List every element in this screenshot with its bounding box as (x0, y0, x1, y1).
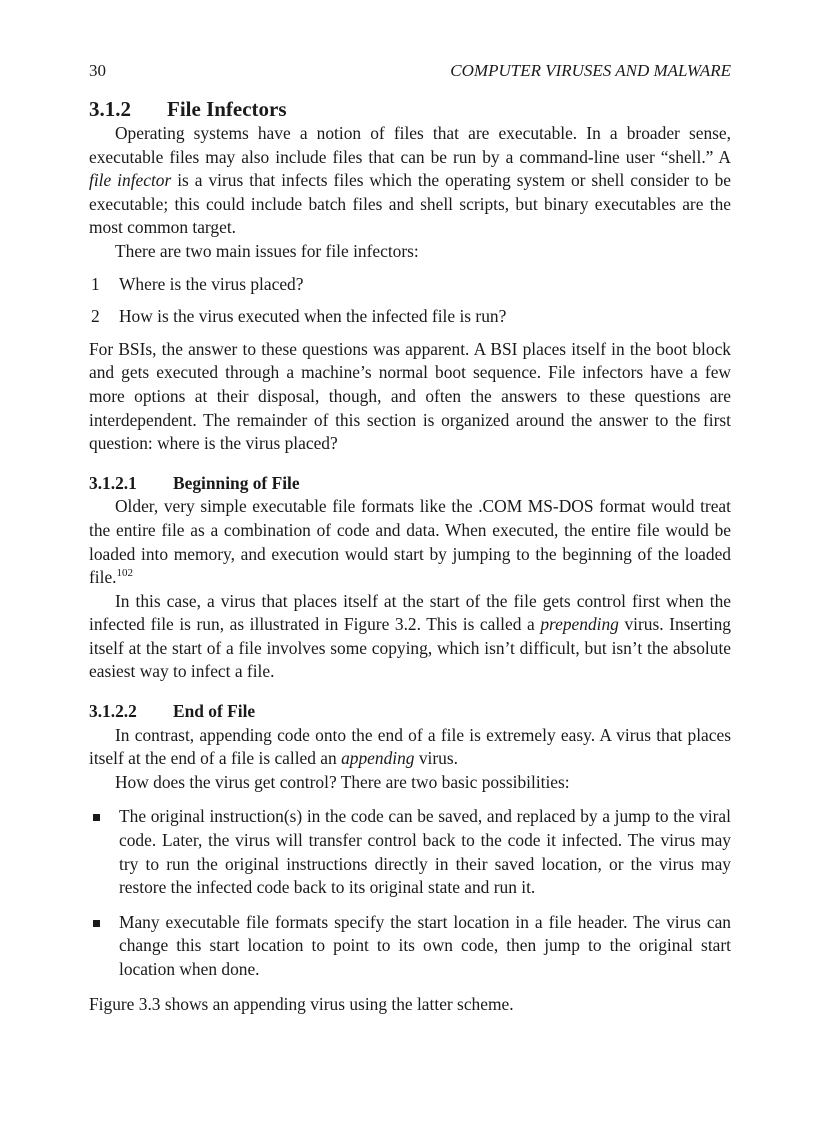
bullet-icon (89, 911, 119, 982)
list-item (89, 273, 731, 297)
possibilities-list (89, 805, 731, 981)
list-item-text: Many executable file formats specify the start location in a file header. The virus can change this start location to point to its own code, then jump to the original start location when done. (119, 911, 731, 979)
subsection-number: 3.1.2.1 (89, 472, 137, 493)
defined-term: prepending (540, 614, 619, 635)
footnote-ref: 102 (116, 567, 134, 580)
running-title: COMPUTER VIRUSES AND MALWARE (450, 61, 731, 80)
subsection2-paragraph-2: How does the virus get control? There are two basic possibilities: (115, 771, 570, 792)
text-run: Operating systems have a notion of files that are executable. In a broader sense, executable files may also include files that can be run by a command-line user “shell.” A (89, 123, 731, 167)
list-item (89, 805, 731, 899)
subsection1-paragraph-2 (89, 590, 731, 684)
subsection2-paragraph-1 (89, 724, 731, 771)
bullet-icon (89, 805, 119, 899)
defined-term: file infector (89, 170, 172, 191)
page (89, 60, 731, 1016)
closing-paragraph: Figure 3.3 shows an appending virus using the latter scheme. (89, 993, 514, 1014)
text-run: virus. Inserting itself at the start of a file involves some copying, which isn’t difficult, but isn’t the absolute easiest way to infect a file. (89, 614, 731, 682)
issues-list (89, 273, 731, 329)
subsection-title: Beginning of File (173, 472, 300, 493)
spacer (89, 456, 731, 472)
defined-term: appending (341, 748, 415, 769)
list-item-number: 2 (91, 306, 100, 327)
section-title: File Infectors (167, 97, 287, 121)
text-run: In contrast, appending code onto the end of a file is extremely easy. A virus that places itself at the end of a file is called an (89, 724, 731, 769)
list-item-number: 1 (91, 273, 100, 294)
subsection-heading-beginning (89, 472, 731, 496)
text-run: virus. (414, 748, 458, 769)
list-item-text: How is the virus executed when the infected file is run? (119, 306, 507, 327)
text-run: Older, very simple executable file formats like the .COM MS-DOS format would treat the entire file as a combination of code and data. When executed, the entire file would be loaded into memory, and execution would start by jumping to the beginning of the loaded file. (89, 496, 731, 588)
list-item-text: The original instruction(s) in the code can be saved, and replaced by a jump to the viral code. Later, the virus will transfer control back to the code it infected. The virus may try to run the original instructions directly in their saved location, or the virus may restore the infected code back to its original state and run it. (119, 806, 731, 898)
section-paragraph-3: For BSIs, the answer to these questions was apparent. A BSI places itself in the boot block and gets executed through a machine’s normal boot sequence. File infectors have a few more options at their disposal, though, and often the answers to these questions are interdependent. The remainder of this section is organized around the answer to the first question: where is the virus placed? (89, 338, 731, 454)
list-item (89, 911, 731, 982)
subsection-heading-end (89, 700, 731, 724)
subsection-number: 3.1.2.2 (89, 701, 137, 722)
spacer (89, 684, 731, 700)
text-run: In this case, a virus that places itself at the start of the file gets control first when the infected file is run, as illustrated in Figure 3.2. This is called a (89, 590, 731, 635)
subsection1-paragraph-1 (89, 495, 731, 589)
list-item-text: Where is the virus placed? (119, 273, 304, 294)
section-number: 3.1.2 (89, 97, 131, 121)
section-paragraph-1 (89, 122, 731, 240)
subsection-title: End of File (173, 701, 256, 722)
page-number: 30 (89, 61, 106, 80)
running-header (89, 60, 731, 82)
section-paragraph-2: There are two main issues for file infectors: (115, 240, 419, 261)
text-run: is a virus that infects files which the operating system or shell consider to be executable; this could include batch files and shell scripts, but binary executables are the most common target. (89, 170, 731, 238)
section-heading (89, 96, 731, 122)
list-item (89, 305, 731, 329)
